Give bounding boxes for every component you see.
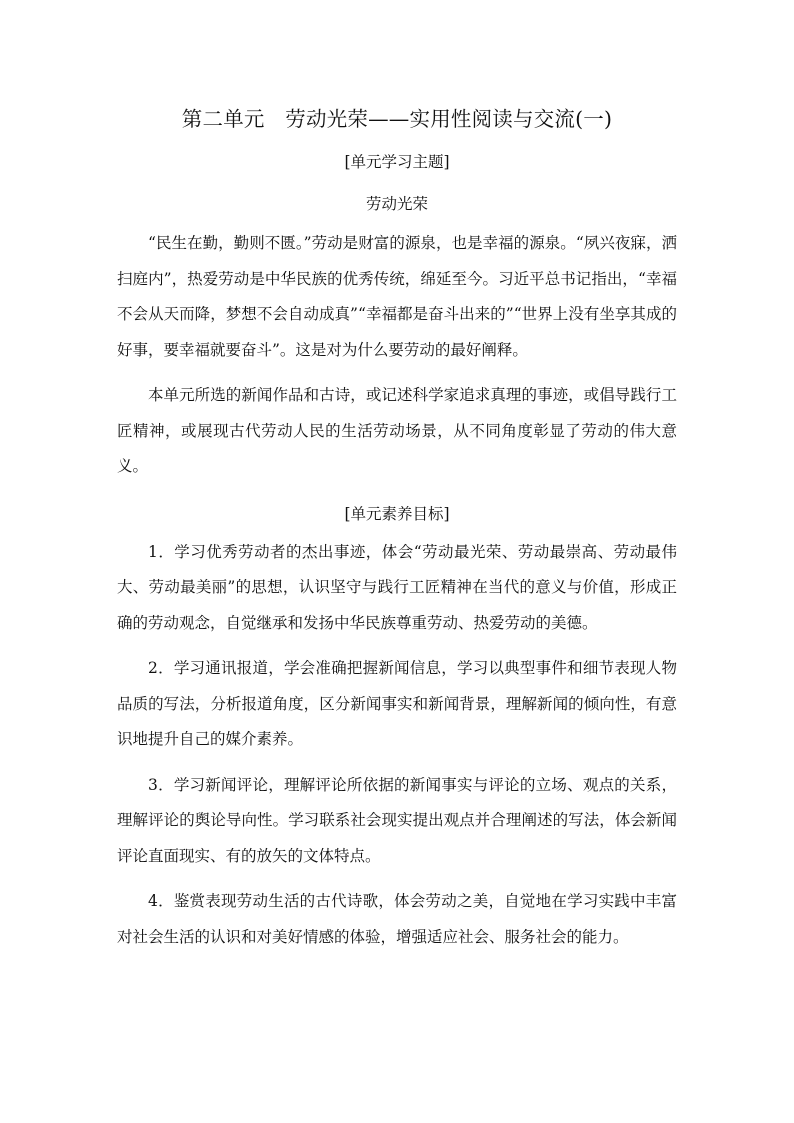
goal-item: 1．学习优秀劳动者的杰出事迹，体会“劳动最光荣、劳动最崇高、劳动最伟大、劳动最美丽”的思想，认识坚守与践行工匠精神在当代的意义与价值，形成正确的劳动观念，自觉继承和发扬中华民族尊重劳动、热爱劳动的美德。 [117,542,677,632]
unit-goals-heading: [单元素养目标] [344,504,450,523]
goal-item: 4．鉴赏表现劳动生活的古代诗歌，体会劳动之美，自觉地在学习实践中丰富对社会生活的认识和对美好情感的体验，增强适应社会、服务社会的能力。 [117,892,677,946]
goal-item: 3．学习新闻评论，理解评论所依据的新闻事实与评论的立场、观点的关系，理解评论的舆论导向性。学习联系社会现实提出观点并合理阐述的写法，体会新闻评论直面现实、有的放矢的文体特点。 [117,775,677,865]
document-title: 第二单元 劳动光荣——实用性阅读与交流(一) [181,107,613,131]
goal-list [117,535,677,956]
document-body [117,104,677,955]
unit-theme-name: 劳动光荣 [365,195,428,213]
intro-paragraph: “民生在勤，勤则不匮。”劳动是财富的源泉，也是幸福的源泉。“夙兴夜寐，洒扫庭内”，热爱劳动是中华民族的优秀传统，绵延至今。习近平总书记指出，“幸福不会从天而降，梦想不会自动成真”“幸福都是奋斗出来的”“世界上没有坐享其成的好事，要幸福就要奋斗”。这是对为什么要劳动的最好阐释。 [117,234,677,359]
goal-item: 2．学习通讯报道，学会准确把握新闻信息，学习以典型事件和细节表现人物品质的写法，分析报道角度，区分新闻事实和新闻背景，理解新闻的倾向性，有意识地提升自己的媒介素养。 [117,659,677,748]
intro-paragraph: 本单元所选的新闻作品和古诗，或记述科学家追求真理的事迹，或倡导践行工匠精神，或展现古代劳动人民的生活劳动场景，从不同角度彰显了劳动的伟大意义。 [117,386,677,475]
unit-theme-heading: [单元学习主题] [344,153,450,171]
